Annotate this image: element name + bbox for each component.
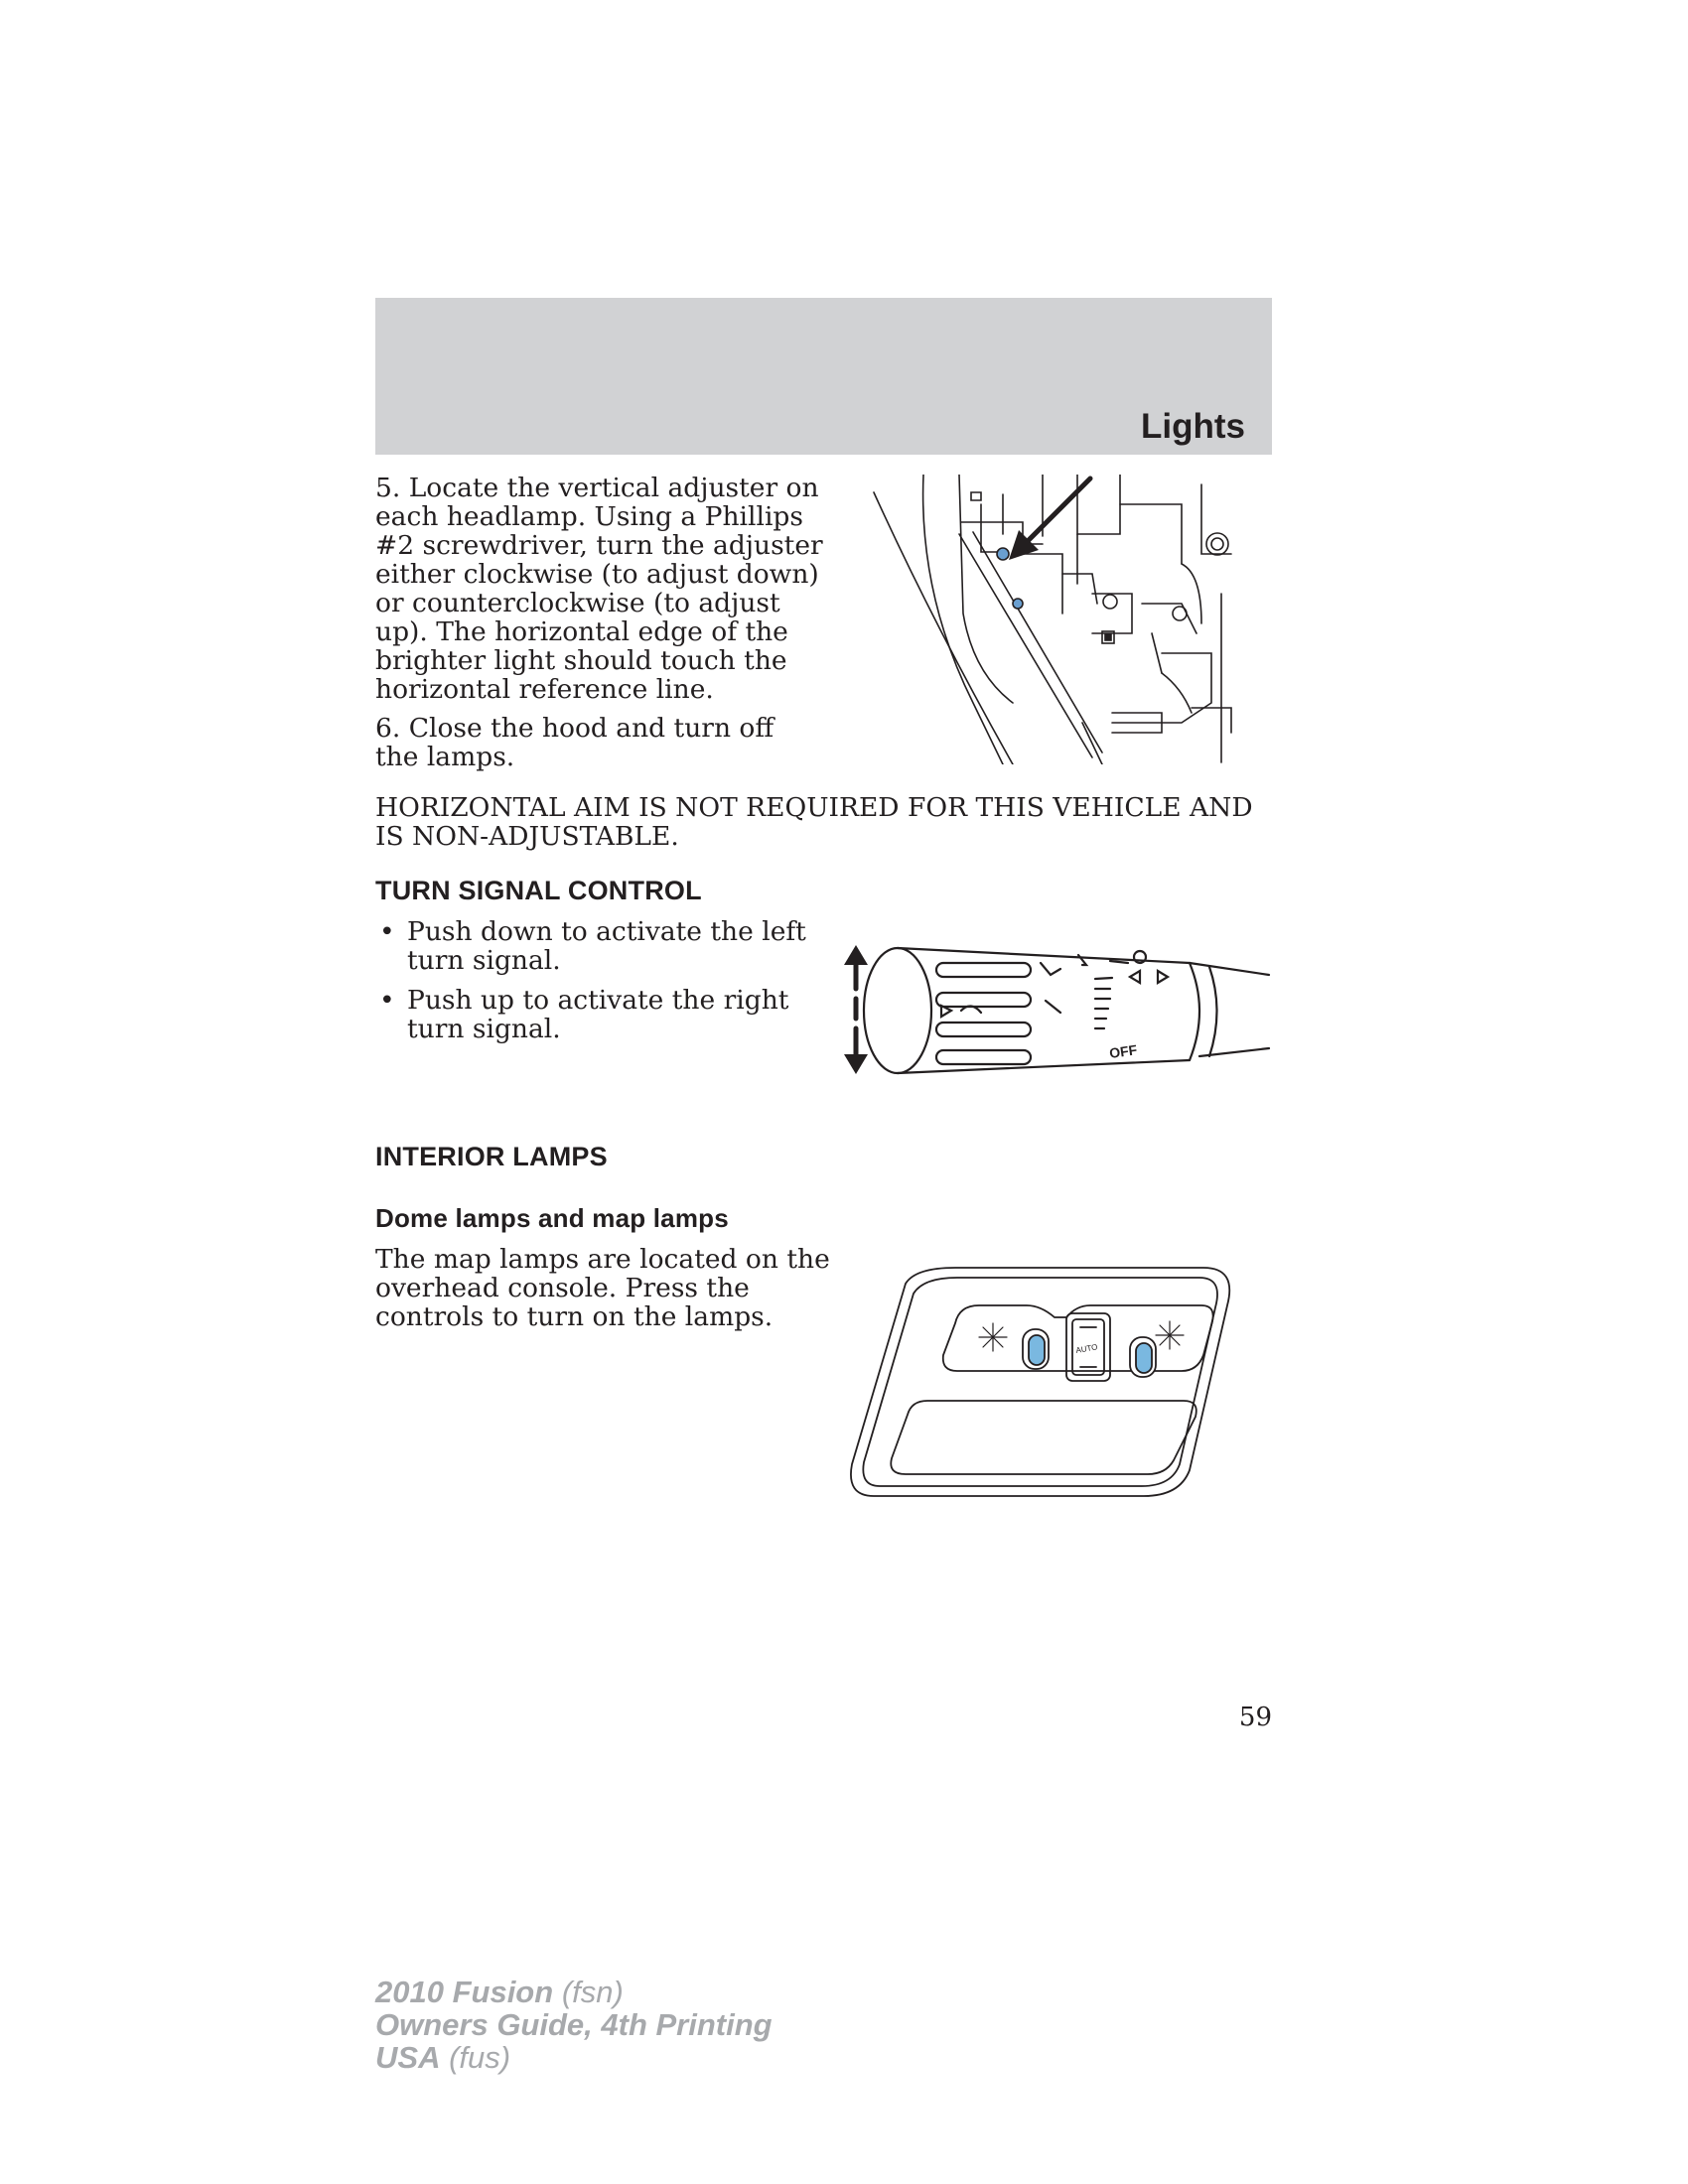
horizontal-aim-note: HORIZONTAL AIM IS NOT REQUIRED FOR THIS VEHICLE AND IS NON-ADJUSTABLE. xyxy=(375,792,1253,852)
auto-label: AUTO xyxy=(1074,1342,1099,1355)
footer-guide: Owners Guide, 4th Printing xyxy=(375,2007,773,2042)
map-lamp-right-button xyxy=(1136,1343,1152,1373)
footer-region: USA xyxy=(375,2040,441,2075)
section-header-band xyxy=(375,298,1272,455)
headlamp-adjuster-illustration xyxy=(864,475,1239,764)
footer-line-1 xyxy=(375,1976,773,2008)
footer xyxy=(375,1976,773,2074)
turn-signal-heading: TURN SIGNAL CONTROL xyxy=(375,876,702,905)
dome-lamps-subheading: Dome lamps and map lamps xyxy=(375,1203,729,1233)
bullet-text: Push down to activate the left turn signal. xyxy=(407,916,806,976)
list-item xyxy=(375,917,832,975)
map-lamp-left-button xyxy=(1029,1335,1045,1365)
section-title: Lights xyxy=(1141,407,1245,446)
map-lamps-text: The map lamps are located on the overhead console. Press the controls to turn on the lamps. xyxy=(375,1244,830,1332)
footer-region-code: (fus) xyxy=(449,2040,511,2075)
step-6-text: 6. Close the hood and turn off the lamps. xyxy=(375,713,774,772)
footer-line-2 xyxy=(375,2008,773,2041)
interior-lamps-heading: INTERIOR LAMPS xyxy=(375,1142,608,1171)
map-lamp-left-icon xyxy=(979,1323,1007,1351)
step-5-text: 5. Locate the vertical adjuster on each headlamp. Using a Phillips #2 screwdriver, turn the adjuster either clockwise (to adjust down) or counterclockwise (to adjust up). The horizontal edge of the brighter light should touch the horizontal reference line. xyxy=(375,473,823,705)
page-number: 59 xyxy=(1238,1703,1272,1732)
bullet-icon: • xyxy=(379,916,395,947)
list-item xyxy=(375,986,832,1043)
footer-model-code: (fsn) xyxy=(561,1975,624,2009)
footer-line-3 xyxy=(375,2041,773,2074)
footer-model: 2010 Fusion xyxy=(375,1975,554,2009)
bullet-icon: • xyxy=(379,985,395,1016)
turn-signal-bullets xyxy=(375,917,832,1054)
bullet-text: Push up to activate the right turn signal. xyxy=(407,985,789,1044)
map-lamp-right-icon xyxy=(1156,1321,1184,1349)
overhead-console-illustration xyxy=(846,1266,1239,1498)
off-label: OFF xyxy=(1108,1041,1139,1061)
turn-signal-stalk-illustration xyxy=(842,941,1271,1080)
